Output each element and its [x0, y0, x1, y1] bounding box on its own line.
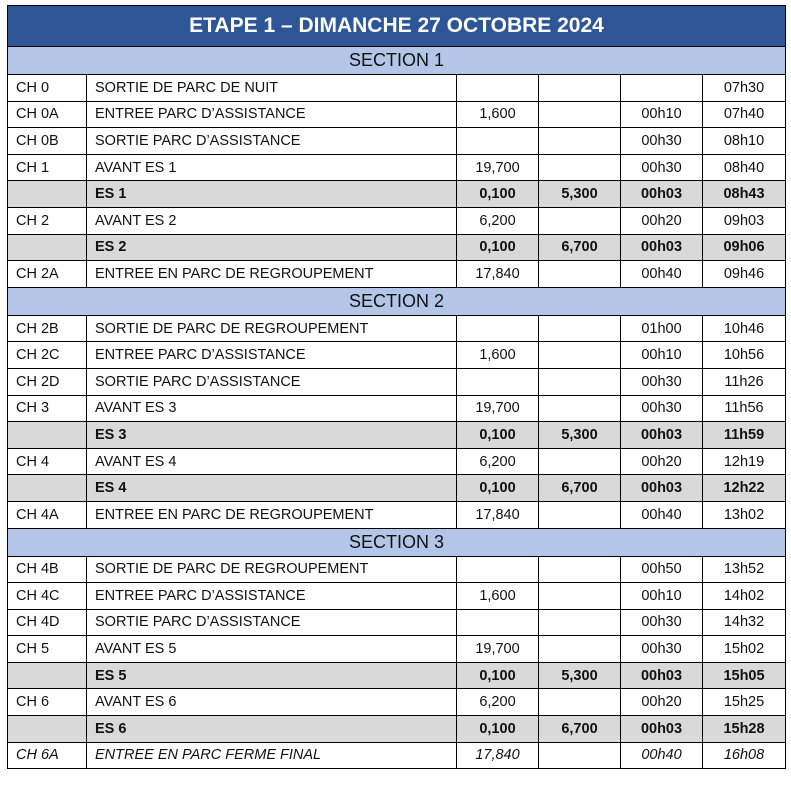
liaison-distance-cell: 1,600 [457, 583, 539, 610]
title-row [8, 6, 786, 47]
ch-cell: CH 6 [8, 689, 87, 716]
ch-cell [8, 716, 87, 743]
time-cell: 08h40 [703, 154, 786, 181]
liaison-distance-cell [457, 315, 539, 342]
time-allowed-cell: 00h03 [621, 475, 703, 502]
liaison-distance-cell: 0,100 [457, 234, 539, 261]
time-cell: 08h43 [703, 181, 786, 208]
time-allowed-cell: 00h40 [621, 742, 703, 769]
es-distance-cell [539, 342, 621, 369]
liaison-distance-cell: 0,100 [457, 422, 539, 449]
control-row [8, 689, 786, 716]
time-allowed-cell: 00h30 [621, 368, 703, 395]
special-stage-row [8, 662, 786, 689]
ch-cell: CH 0B [8, 128, 87, 155]
liaison-distance-cell: 17,840 [457, 261, 539, 288]
time-allowed-cell: 00h40 [621, 261, 703, 288]
time-allowed-cell: 00h30 [621, 128, 703, 155]
section-title: SECTION 2 [8, 287, 786, 315]
description-cell: ES 5 [87, 662, 457, 689]
es-distance-cell [539, 207, 621, 234]
description-cell: ENTREE EN PARC DE REGROUPEMENT [87, 261, 457, 288]
control-row [8, 609, 786, 636]
ch-cell [8, 234, 87, 261]
ch-cell [8, 475, 87, 502]
time-cell: 14h02 [703, 583, 786, 610]
time-cell: 08h10 [703, 128, 786, 155]
description-cell: SORTIE PARC D’ASSISTANCE [87, 368, 457, 395]
description-cell: AVANT ES 5 [87, 636, 457, 663]
es-distance-cell [539, 75, 621, 102]
es-distance-cell [539, 556, 621, 583]
description-cell: AVANT ES 4 [87, 448, 457, 475]
time-allowed-cell: 00h03 [621, 422, 703, 449]
control-row [8, 556, 786, 583]
control-row [8, 101, 786, 128]
control-row [8, 395, 786, 422]
description-cell: ES 3 [87, 422, 457, 449]
liaison-distance-cell: 6,200 [457, 207, 539, 234]
description-cell: AVANT ES 1 [87, 154, 457, 181]
es-distance-cell: 6,700 [539, 234, 621, 261]
time-allowed-cell: 00h20 [621, 689, 703, 716]
control-row [8, 342, 786, 369]
time-allowed-cell: 00h10 [621, 101, 703, 128]
time-cell: 14h32 [703, 609, 786, 636]
ch-cell: CH 1 [8, 154, 87, 181]
section-header [8, 287, 786, 315]
es-distance-cell: 5,300 [539, 422, 621, 449]
page-title: ETAPE 1 – DIMANCHE 27 OCTOBRE 2024 [8, 6, 786, 47]
time-allowed-cell: 01h00 [621, 315, 703, 342]
liaison-distance-cell: 19,700 [457, 154, 539, 181]
time-allowed-cell: 00h03 [621, 716, 703, 743]
time-cell: 10h46 [703, 315, 786, 342]
description-cell: ENTREE EN PARC FERME FINAL [87, 742, 457, 769]
special-stage-row [8, 422, 786, 449]
time-cell: 13h52 [703, 556, 786, 583]
time-allowed-cell: 00h30 [621, 609, 703, 636]
time-allowed-cell: 00h03 [621, 181, 703, 208]
ch-cell: CH 2A [8, 261, 87, 288]
es-distance-cell: 6,700 [539, 716, 621, 743]
time-cell: 15h02 [703, 636, 786, 663]
control-row [8, 315, 786, 342]
liaison-distance-cell: 1,600 [457, 342, 539, 369]
itinerary-body [8, 6, 786, 769]
ch-cell: CH 5 [8, 636, 87, 663]
control-row [8, 448, 786, 475]
time-cell: 16h08 [703, 742, 786, 769]
liaison-distance-cell: 0,100 [457, 716, 539, 743]
es-distance-cell [539, 395, 621, 422]
es-distance-cell [539, 101, 621, 128]
liaison-distance-cell: 19,700 [457, 636, 539, 663]
es-distance-cell: 6,700 [539, 475, 621, 502]
ch-cell: CH 2B [8, 315, 87, 342]
time-cell: 07h30 [703, 75, 786, 102]
time-cell: 09h03 [703, 207, 786, 234]
description-cell: SORTIE PARC D’ASSISTANCE [87, 609, 457, 636]
es-distance-cell [539, 315, 621, 342]
control-row [8, 154, 786, 181]
time-allowed-cell: 00h50 [621, 556, 703, 583]
description-cell: AVANT ES 3 [87, 395, 457, 422]
es-distance-cell [539, 689, 621, 716]
control-row [8, 207, 786, 234]
ch-cell: CH 4C [8, 583, 87, 610]
liaison-distance-cell: 17,840 [457, 742, 539, 769]
control-row [8, 583, 786, 610]
control-row [8, 128, 786, 155]
liaison-distance-cell: 1,600 [457, 101, 539, 128]
ch-cell [8, 662, 87, 689]
description-cell: ES 2 [87, 234, 457, 261]
ch-cell [8, 181, 87, 208]
section-header [8, 528, 786, 556]
liaison-distance-cell [457, 556, 539, 583]
ch-cell: CH 2C [8, 342, 87, 369]
description-cell: SORTIE PARC D’ASSISTANCE [87, 128, 457, 155]
time-cell: 11h59 [703, 422, 786, 449]
time-cell: 09h06 [703, 234, 786, 261]
description-cell: ENTREE EN PARC DE REGROUPEMENT [87, 501, 457, 528]
description-cell: AVANT ES 6 [87, 689, 457, 716]
description-cell: AVANT ES 2 [87, 207, 457, 234]
es-distance-cell [539, 742, 621, 769]
es-distance-cell [539, 501, 621, 528]
itinerary-table [7, 5, 786, 769]
control-row [8, 75, 786, 102]
time-cell: 15h25 [703, 689, 786, 716]
time-cell: 11h56 [703, 395, 786, 422]
time-cell: 13h02 [703, 501, 786, 528]
liaison-distance-cell [457, 609, 539, 636]
control-row [8, 742, 786, 769]
ch-cell: CH 4B [8, 556, 87, 583]
time-cell: 07h40 [703, 101, 786, 128]
time-allowed-cell: 00h10 [621, 342, 703, 369]
ch-cell: CH 6A [8, 742, 87, 769]
time-allowed-cell: 00h30 [621, 395, 703, 422]
liaison-distance-cell: 0,100 [457, 181, 539, 208]
ch-cell: CH 0 [8, 75, 87, 102]
description-cell: ENTREE PARC D’ASSISTANCE [87, 101, 457, 128]
liaison-distance-cell: 6,200 [457, 689, 539, 716]
time-allowed-cell: 00h10 [621, 583, 703, 610]
es-distance-cell [539, 368, 621, 395]
time-allowed-cell: 00h30 [621, 636, 703, 663]
control-row [8, 501, 786, 528]
time-allowed-cell: 00h03 [621, 662, 703, 689]
special-stage-row [8, 475, 786, 502]
ch-cell: CH 2D [8, 368, 87, 395]
liaison-distance-cell [457, 128, 539, 155]
description-cell: ES 6 [87, 716, 457, 743]
es-distance-cell [539, 261, 621, 288]
liaison-distance-cell: 6,200 [457, 448, 539, 475]
time-allowed-cell: 00h30 [621, 154, 703, 181]
ch-cell: CH 3 [8, 395, 87, 422]
time-cell: 09h46 [703, 261, 786, 288]
section-header [8, 47, 786, 75]
time-allowed-cell: 00h03 [621, 234, 703, 261]
time-allowed-cell: 00h20 [621, 448, 703, 475]
ch-cell: CH 4D [8, 609, 87, 636]
control-row [8, 636, 786, 663]
time-cell: 10h56 [703, 342, 786, 369]
section-title: SECTION 1 [8, 47, 786, 75]
es-distance-cell [539, 154, 621, 181]
special-stage-row [8, 716, 786, 743]
time-cell: 15h05 [703, 662, 786, 689]
description-cell: ES 4 [87, 475, 457, 502]
ch-cell: CH 0A [8, 101, 87, 128]
control-row [8, 261, 786, 288]
time-cell: 11h26 [703, 368, 786, 395]
liaison-distance-cell: 19,700 [457, 395, 539, 422]
schedule-wrapper [7, 5, 785, 769]
liaison-distance-cell [457, 368, 539, 395]
es-distance-cell [539, 128, 621, 155]
time-allowed-cell [621, 75, 703, 102]
es-distance-cell [539, 583, 621, 610]
description-cell: ES 1 [87, 181, 457, 208]
ch-cell [8, 422, 87, 449]
section-title: SECTION 3 [8, 528, 786, 556]
liaison-distance-cell: 0,100 [457, 662, 539, 689]
description-cell: SORTIE DE PARC DE NUIT [87, 75, 457, 102]
es-distance-cell: 5,300 [539, 181, 621, 208]
es-distance-cell [539, 636, 621, 663]
description-cell: ENTREE PARC D’ASSISTANCE [87, 342, 457, 369]
es-distance-cell [539, 448, 621, 475]
liaison-distance-cell [457, 75, 539, 102]
ch-cell: CH 2 [8, 207, 87, 234]
special-stage-row [8, 181, 786, 208]
time-cell: 15h28 [703, 716, 786, 743]
time-allowed-cell: 00h20 [621, 207, 703, 234]
description-cell: SORTIE DE PARC DE REGROUPEMENT [87, 556, 457, 583]
es-distance-cell: 5,300 [539, 662, 621, 689]
time-allowed-cell: 00h40 [621, 501, 703, 528]
ch-cell: CH 4A [8, 501, 87, 528]
control-row [8, 368, 786, 395]
liaison-distance-cell: 0,100 [457, 475, 539, 502]
description-cell: SORTIE DE PARC DE REGROUPEMENT [87, 315, 457, 342]
ch-cell: CH 4 [8, 448, 87, 475]
time-cell: 12h19 [703, 448, 786, 475]
time-cell: 12h22 [703, 475, 786, 502]
special-stage-row [8, 234, 786, 261]
es-distance-cell [539, 609, 621, 636]
description-cell: ENTREE PARC D’ASSISTANCE [87, 583, 457, 610]
liaison-distance-cell: 17,840 [457, 501, 539, 528]
